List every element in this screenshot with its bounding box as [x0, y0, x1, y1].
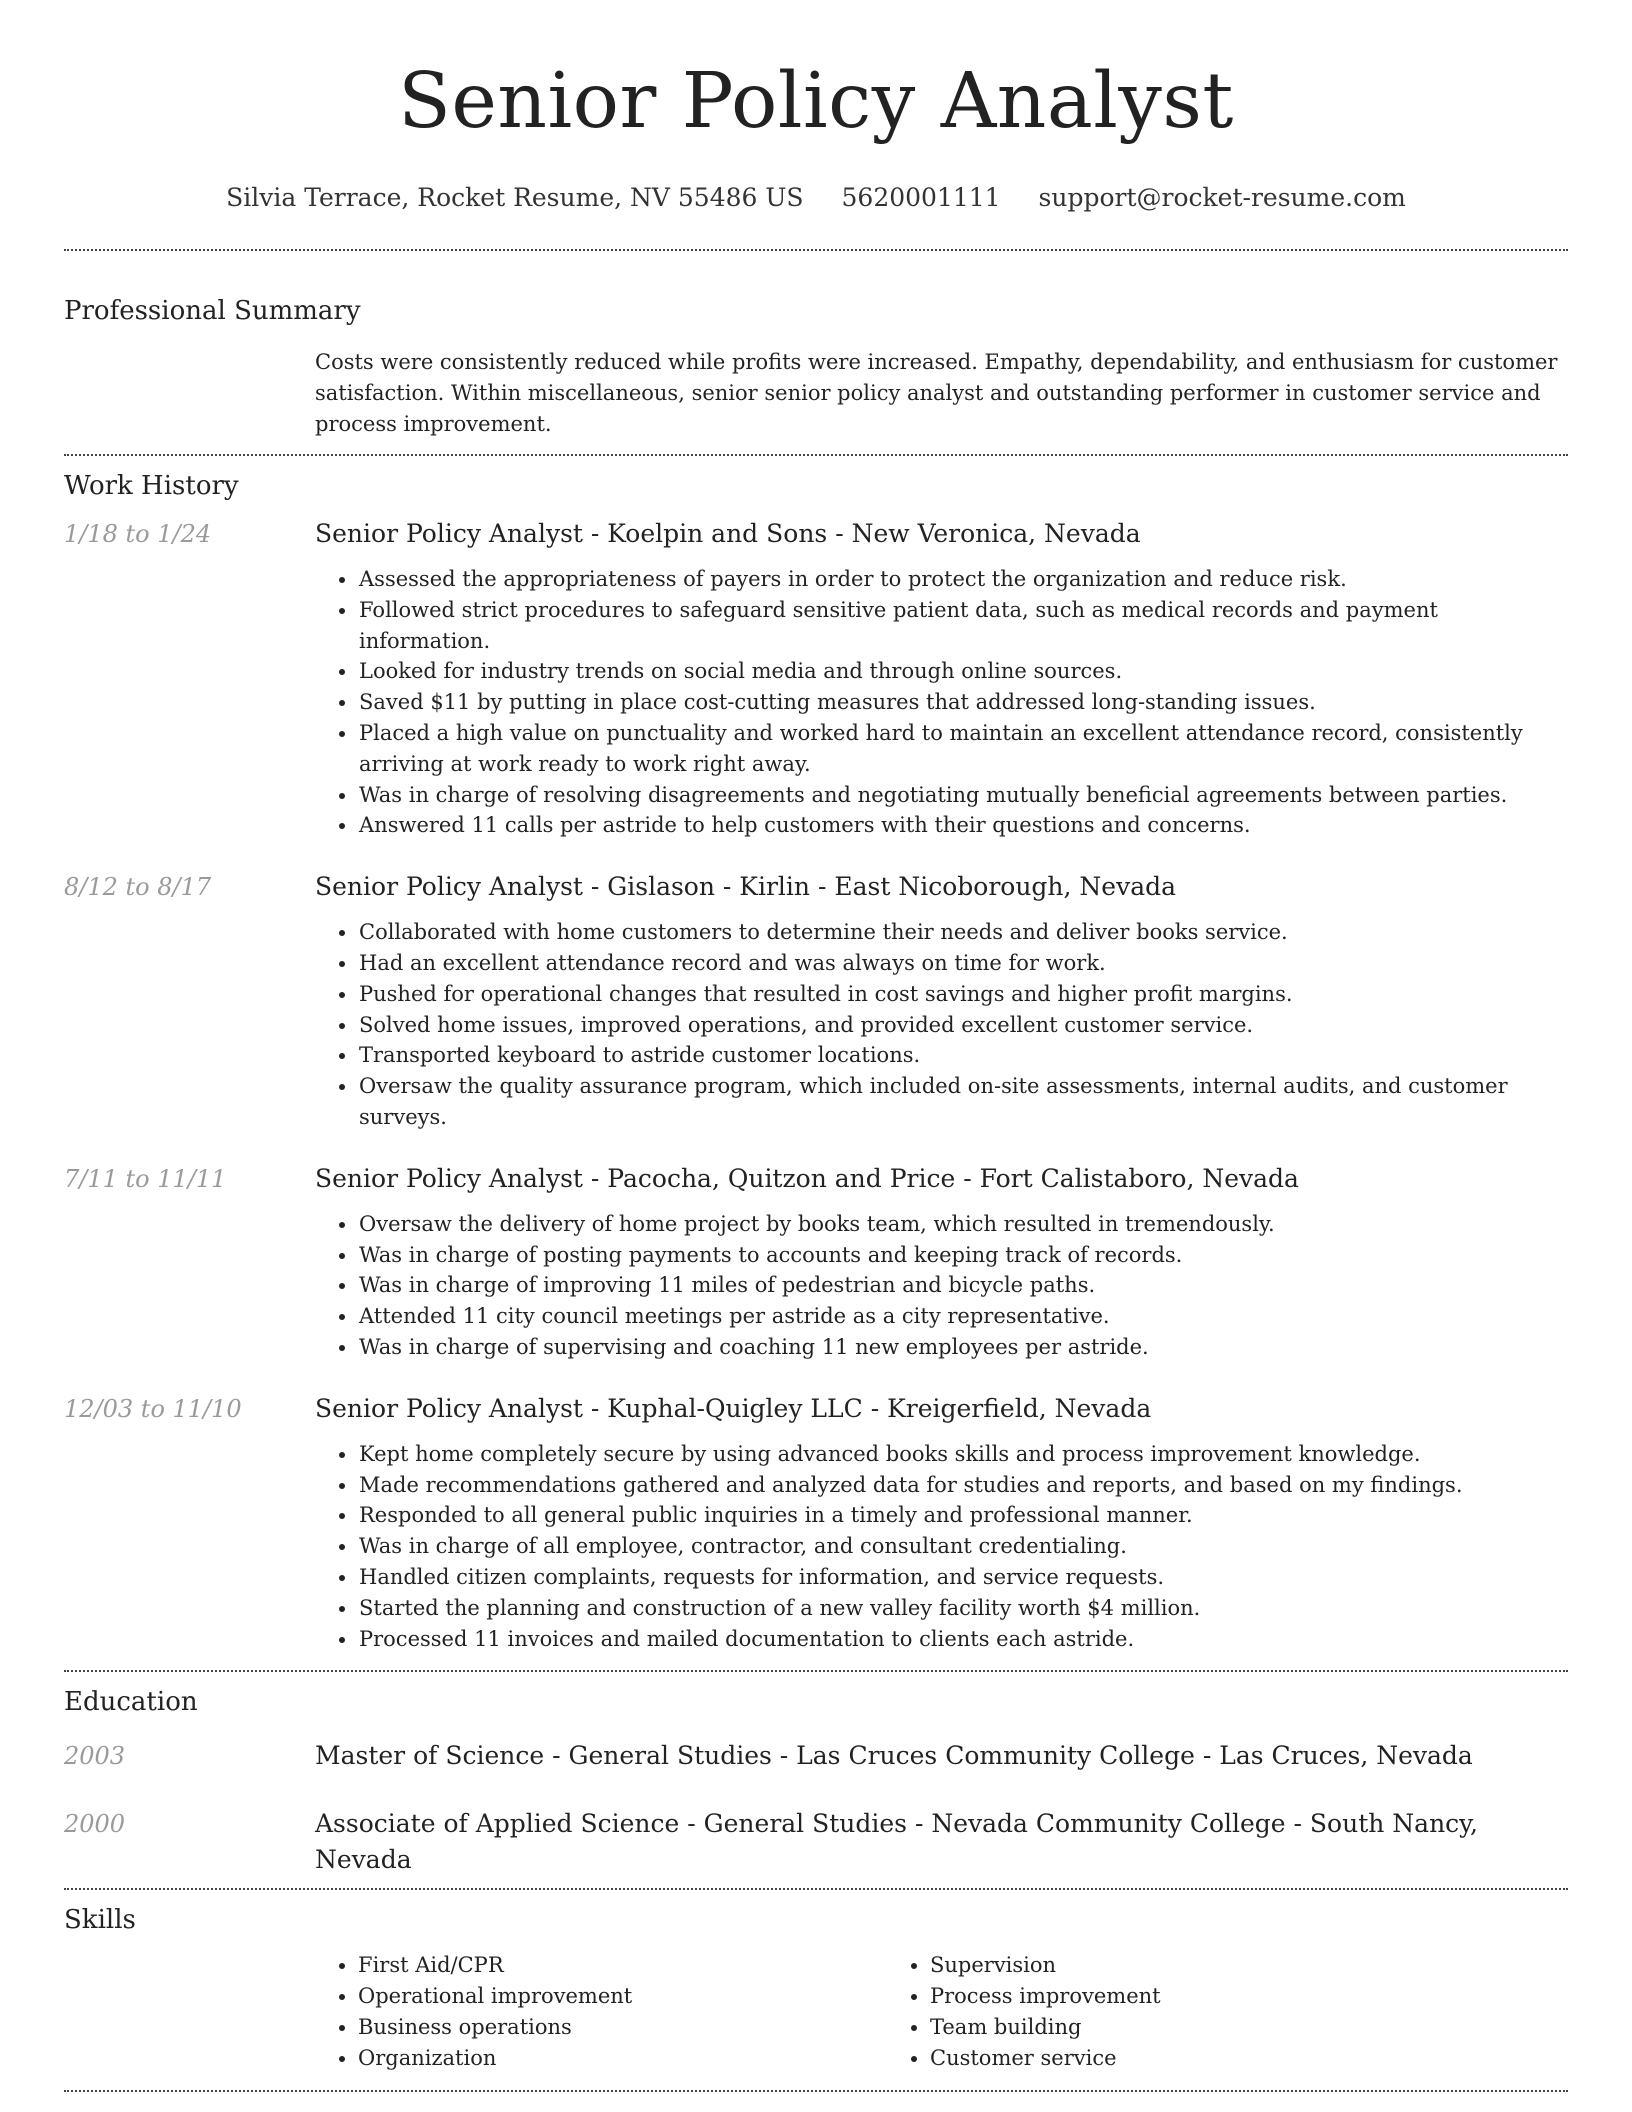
job-bullet: • Followed strict procedures to safeguard sensitive patient data, such as medical records and payment information. [358, 595, 1568, 657]
job-bullet: • Collaborated with home customers to determine their needs and deliver books service. [358, 917, 1568, 948]
job-bullet: • Solved home issues, improved operations, and provided excellent customer service. [358, 1010, 1568, 1041]
job-dates: 7/11 to 11/11 [64, 1164, 227, 1193]
job-bullet: • Was in charge of resolving disagreements and negotiating mutually beneficial agreements between parties. [358, 780, 1568, 811]
job-bullet: • Kept home completely secure by using advanced books skills and process improvement knowledge. [358, 1439, 1568, 1470]
job-title: Senior Policy Analyst - Pacocha, Quitzon and Price - Fort Calistaboro, Nevada [315, 1163, 1299, 1193]
job-bullets [315, 1439, 1568, 1655]
job-bullet: • Was in charge of improving 11 miles of pedestrian and bicycle paths. [358, 1270, 1568, 1301]
job-bullet: • Saved $11 by putting in place cost-cutting measures that addressed long-standing issues. [358, 687, 1568, 718]
contact-address: Silvia Terrace, Rocket Resume, NV 55486 US [226, 183, 804, 212]
education-degree: Associate of Applied Science - General Studies - Nevada Community College - South Nancy, Nevada [315, 1809, 1478, 1875]
skills-section [64, 1890, 1568, 2089]
resume-name: Senior Policy Analyst [398, 57, 1234, 146]
job-title: Senior Policy Analyst - Kuphal-Quigley LLC - Kreigerfield, Nevada [315, 1393, 1152, 1423]
skills-grid [315, 1942, 1568, 2089]
skill-item: • First Aid/CPR [358, 1950, 887, 1981]
work-history-section [64, 456, 1568, 1670]
job-dates: 12/03 to 11/10 [64, 1394, 242, 1423]
job-bullet: • Answered 11 calls per astride to help customers with their questions and concerns. [358, 810, 1568, 841]
skills-column-left [315, 1950, 887, 2073]
skill-item: • Process improvement [930, 1981, 1459, 2012]
education-entry [64, 1806, 1568, 1878]
skill-item: • Supervision [930, 1950, 1459, 1981]
section-heading-education: Education [64, 1687, 198, 1718]
job-title: Senior Policy Analyst - Koelpin and Sons - New Veronica, Nevada [315, 519, 1141, 548]
skill-item: • Operational improvement [358, 1981, 887, 2012]
job-bullet: • Handled citizen complaints, requests for information, and service requests. [358, 1562, 1568, 1593]
job-bullet: • Oversaw the delivery of home project by books team, which resulted in tremendously. [358, 1209, 1568, 1240]
education-section [64, 1672, 1568, 1888]
skill-item: • Business operations [358, 2012, 887, 2043]
job-bullet: • Attended 11 city council meetings per astride as a city representative. [358, 1301, 1568, 1332]
skill-item: • Customer service [930, 2043, 1459, 2074]
contact-email: support@rocket-resume.com [1038, 183, 1406, 212]
job-bullet: • Was in charge of supervising and coaching 11 new employees per astride. [358, 1332, 1568, 1363]
job-bullet: • Had an excellent attendance record and was always on time for work. [358, 948, 1568, 979]
job-bullet: • Oversaw the quality assurance program, which included on-site assessments, internal audits, and customer surveys. [358, 1071, 1568, 1133]
contact-line [64, 180, 1568, 216]
job-entry [64, 869, 1568, 1133]
education-year: 2000 [64, 1810, 126, 1839]
job-bullet: • Looked for industry trends on social media and through online sources. [358, 656, 1568, 687]
section-heading-summary: Professional Summary [64, 296, 361, 326]
section-heading-skills: Skills [64, 1905, 136, 1936]
job-bullet: • Pushed for operational changes that resulted in cost savings and higher profit margins. [358, 979, 1568, 1010]
job-entry [64, 1161, 1568, 1363]
job-bullet: • Processed 11 invoices and mailed documentation to clients each astride. [358, 1624, 1568, 1655]
skill-item: • Team building [930, 2012, 1459, 2043]
job-bullet: • Assessed the appropriateness of payers in order to protect the organization and reduce risk. [358, 564, 1568, 595]
job-entry [64, 1391, 1568, 1671]
job-bullets [315, 1209, 1568, 1363]
job-bullet: • Responded to all general public inquiries in a timely and professional manner. [358, 1500, 1568, 1531]
skill-item: • Organization [358, 2043, 887, 2074]
job-bullet: • Was in charge of posting payments to accounts and keeping track of records. [358, 1240, 1568, 1271]
job-entry [64, 516, 1568, 841]
job-bullet: • Transported keyboard to astride customer locations. [358, 1040, 1568, 1071]
summary-section [64, 251, 1568, 454]
job-bullet: • Was in charge of all employee, contractor, and consultant credentialing. [358, 1531, 1568, 1562]
job-dates: 1/18 to 1/24 [64, 520, 212, 548]
job-bullet: • Placed a high value on punctuality and worked hard to maintain an excellent attendance record, consistently arriving at work ready to work right away. [358, 718, 1568, 780]
job-title: Senior Policy Analyst - Gislason - Kirlin - East Nicoborough, Nevada [315, 872, 1177, 902]
job-dates: 8/12 to 8/17 [64, 873, 212, 902]
education-entry [64, 1738, 1568, 1774]
job-bullets [315, 564, 1568, 841]
education-year: 2003 [64, 1742, 126, 1771]
divider [64, 2090, 1568, 2092]
contact-phone: 5620001111 [841, 183, 1001, 212]
education-degree: Master of Science - General Studies - Las Cruces Community College - Las Cruces, Nevada [315, 1741, 1473, 1771]
job-bullet: • Made recommendations gathered and analyzed data for studies and reports, and based on my findings. [358, 1470, 1568, 1501]
section-heading-work: Work History [64, 471, 239, 501]
job-bullet: • Started the planning and construction of a new valley facility worth $4 million. [358, 1593, 1568, 1624]
skills-column-right [887, 1950, 1459, 2073]
summary-text: Costs were consistently reduced while profits were increased. Empathy, dependability, and enthusiasm for customer satisfaction. Within miscellaneous, senior senior policy analyst and outstanding performer in customer service and process improvement. [315, 350, 1558, 436]
job-bullets [315, 917, 1568, 1133]
